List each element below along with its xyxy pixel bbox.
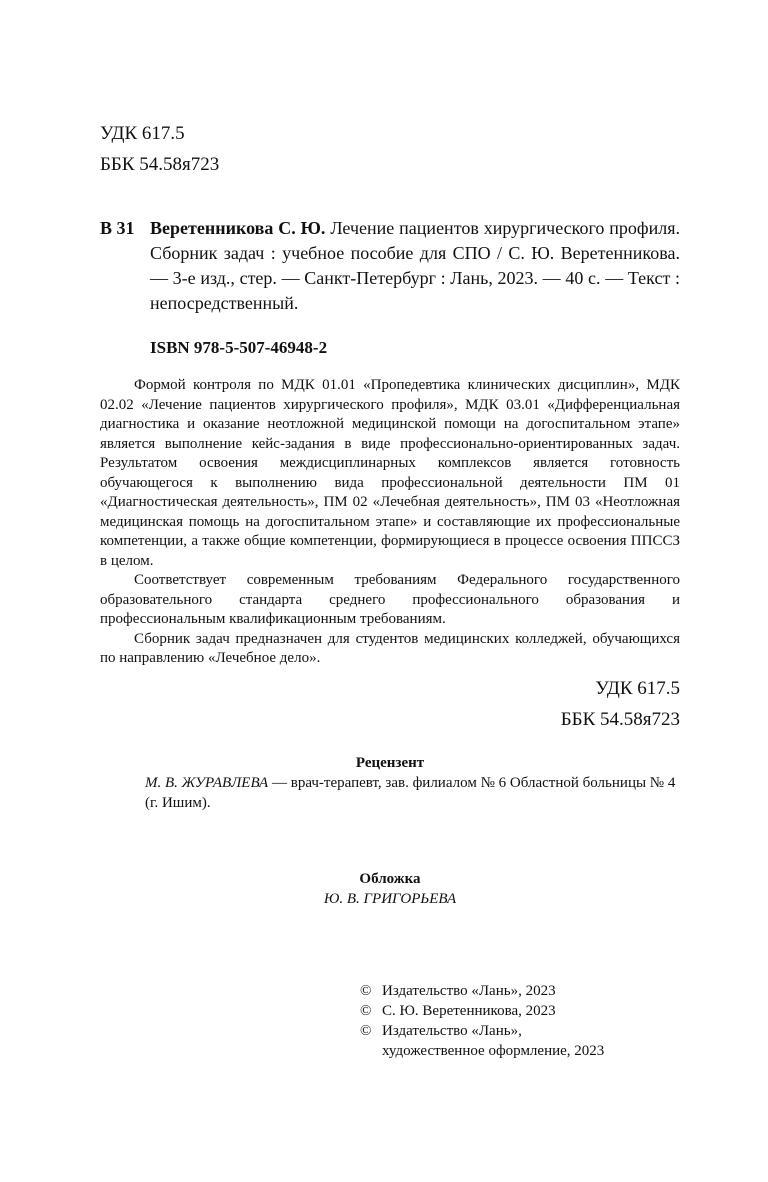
bibliographic-description (150, 216, 680, 316)
copyright-text: Издательство «Лань», (382, 1022, 522, 1039)
author-name: Веретенникова С. Ю. (150, 218, 326, 238)
reviewer-section (100, 753, 680, 813)
copyright-line (360, 1001, 680, 1021)
annotation-block (100, 376, 680, 669)
copyright-line (360, 1021, 680, 1041)
copyright-block (360, 981, 680, 1061)
bibliographic-entry (100, 216, 680, 316)
classification-codes-top (100, 118, 680, 180)
cover-credit-section (100, 869, 680, 909)
copyright-text: С. Ю. Веретенникова, 2023 (382, 1002, 556, 1019)
copyright-line (360, 1041, 680, 1061)
reviewer-description: — врач-терапевт, зав. филиалом № 6 Областной больницы № 4 (г. Ишим). (145, 774, 676, 811)
catalog-code: В 31 (100, 218, 135, 238)
copyright-text: художественное оформление, 2023 (382, 1042, 605, 1059)
copyright-symbol: © (360, 1002, 372, 1019)
bbk-code-top: ББК 54.58я723 (100, 154, 220, 175)
cover-designer-name: Ю. В. ГРИГОРЬЕВА (323, 890, 457, 907)
cover-heading: Обложка (359, 870, 421, 887)
bibliographic-text: Лечение пациентов хирургического профиля. Сборник задач : учебное пособие для СПО / С. Ю. Веретенникова. — 3-е изд., стер. — Санкт-Петербург : Лань, 2023. — 40 с. — Текст : непосредственный. (150, 218, 680, 313)
annotation-paragraph: Соответствует современным требованиям Федерального государственного образовательного стандарта среднего профессионального образования и профессиональным квалификационным требованиям. (100, 572, 680, 627)
annotation-paragraph: Формой контроля по МДК 01.01 «Пропедевтика клинических дисциплин», МДК 02.02 «Лечение пациентов хирургического профиля», МДК 03.01 «Дифференциальная диагностика и оказание неотложной медицинской помощи на догоспитальном этапе» является выполнение кейс-задания в виде профессионально-ориентированных задач. Результатом освоения междисциплинарных комплексов является готовность обучающегося к выполнению вида профессиональной деятельности ПМ 01 «Диагностическая деятельность», ПМ 02 «Лечебная деятельность», ПМ 03 «Неотложная медицинская помощь на догоспитальном этапе» и составляющие их профессиональные компетенции, а также общие компетенции, формирующиеся в процессе освоения ППССЗ в целом. (100, 377, 680, 569)
udk-code-bottom: УДК 617.5 (595, 677, 680, 699)
bbk-code-bottom: ББК 54.58я723 (560, 708, 680, 730)
annotation-paragraph: Сборник задач предназначен для студентов медицинских колледжей, обучающихся по направлению «Лечебное дело». (100, 630, 680, 666)
copyright-line (360, 981, 680, 1001)
reviewer-entry (145, 773, 680, 813)
isbn-number: ISBN 978-5-507-46948-2 (150, 338, 328, 357)
copyright-text: Издательство «Лань», 2023 (382, 982, 556, 999)
copyright-symbol: © (360, 1022, 372, 1039)
udk-code-top: УДК 617.5 (100, 123, 185, 144)
reviewer-name: М. В. ЖУРАВЛЕВА (145, 774, 269, 791)
classification-codes-bottom (100, 673, 680, 735)
copyright-symbol: © (360, 982, 372, 999)
reviewer-heading: Рецензент (355, 754, 425, 771)
